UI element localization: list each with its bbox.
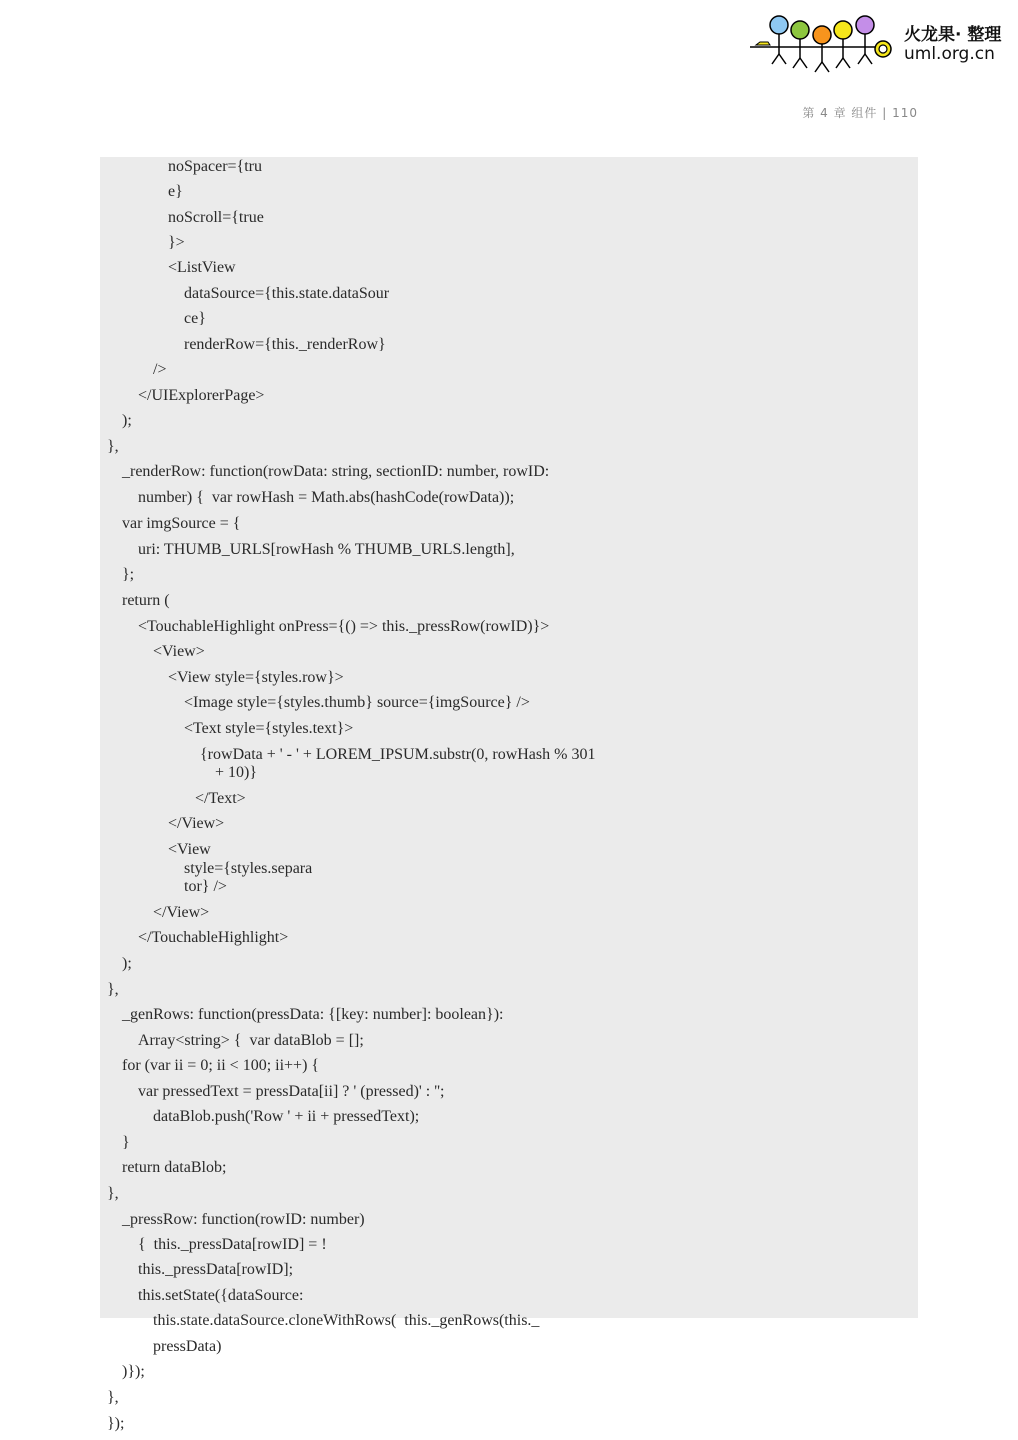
code-line: ); <box>122 955 132 972</box>
code-line: </View> <box>168 815 225 832</box>
code-line: <ListView <box>168 259 236 276</box>
code-line: dataSource={this.state.dataSour <box>184 285 390 302</box>
code-line: }> <box>168 234 185 251</box>
code-line: ); <box>122 412 132 429</box>
code-line: return dataBlob; <box>122 1159 227 1176</box>
code-line: <Text style={styles.text}> <box>184 720 354 737</box>
code-line: pressData) <box>153 1338 222 1355</box>
code-line: <TouchableHighlight onPress={() => this._pressRow(rowID)}> <box>138 618 550 635</box>
code-line: tor} /> <box>184 878 227 895</box>
code-line: Array<string> { var dataBlob = []; <box>138 1032 364 1049</box>
code-line: this.setState({dataSource: <box>138 1287 304 1304</box>
code-line: + 10)} <box>215 764 258 781</box>
code-line: {rowData + ' - ' + LOREM_IPSUM.substr(0, rowHash % 301 <box>200 746 596 763</box>
code-line: var pressedText = pressData[ii] ? ' (pressed)' : ''; <box>138 1083 445 1100</box>
code-line: this._pressData[rowID]; <box>138 1261 294 1278</box>
brand-name: 火龙果· 整理 <box>904 25 1002 45</box>
chapter-page-header: 第 4 章 组件 | 110 <box>802 106 918 120</box>
code-line: dataBlob.push('Row ' + ii + pressedText); <box>153 1108 420 1125</box>
code-line: _genRows: function(pressData: {[key: number]: boolean}): <box>122 1006 504 1023</box>
code-line: _renderRow: function(rowData: string, sectionID: number, rowID: <box>122 463 550 480</box>
code-line: e} <box>168 183 183 200</box>
code-line: } <box>122 1134 130 1151</box>
code-line: /> <box>153 361 167 378</box>
code-line: <View> <box>153 643 205 660</box>
code-line: _pressRow: function(rowID: number) <box>122 1211 365 1228</box>
code-line: }, <box>107 438 119 455</box>
code-line: noScroll={true <box>168 209 264 226</box>
code-line: uri: THUMB_URLS[rowHash % THUMB_URLS.length], <box>138 541 515 558</box>
code-line: }; <box>122 566 135 583</box>
code-line: { this._pressData[rowID] = ! <box>138 1236 327 1253</box>
code-line: </View> <box>153 904 210 921</box>
code-line: ce} <box>184 310 206 327</box>
code-line: renderRow={this._renderRow} <box>184 336 386 353</box>
code-line: var imgSource = { <box>122 515 241 532</box>
code-line: for (var ii = 0; ii < 100; ii++) { <box>122 1057 320 1074</box>
code-line: return ( <box>122 592 170 609</box>
brand-url: uml.org.cn <box>904 44 995 64</box>
code-line: )}); <box>122 1363 145 1380</box>
code-line: <Image style={styles.thumb} source={imgSource} /> <box>184 694 530 711</box>
code-line: }, <box>107 1389 119 1406</box>
code-line: <View <box>168 841 211 858</box>
stick-figures-balloons-logo-icon <box>748 10 898 80</box>
code-line: }, <box>107 981 119 998</box>
code-line: noSpacer={tru <box>168 158 263 175</box>
code-line: this.state.dataSource.cloneWithRows( this._genRows(this._ <box>153 1312 540 1329</box>
code-line: number) { var rowHash = Math.abs(hashCode(rowData)); <box>138 489 515 506</box>
code-line: }, <box>107 1185 119 1202</box>
code-line: </UIExplorerPage> <box>138 387 265 404</box>
code-line: }); <box>107 1415 125 1432</box>
code-line: <View style={styles.row}> <box>168 669 344 686</box>
code-line: style={styles.separa <box>184 860 313 877</box>
code-line: </Text> <box>195 790 246 807</box>
code-line: </TouchableHighlight> <box>138 929 289 946</box>
